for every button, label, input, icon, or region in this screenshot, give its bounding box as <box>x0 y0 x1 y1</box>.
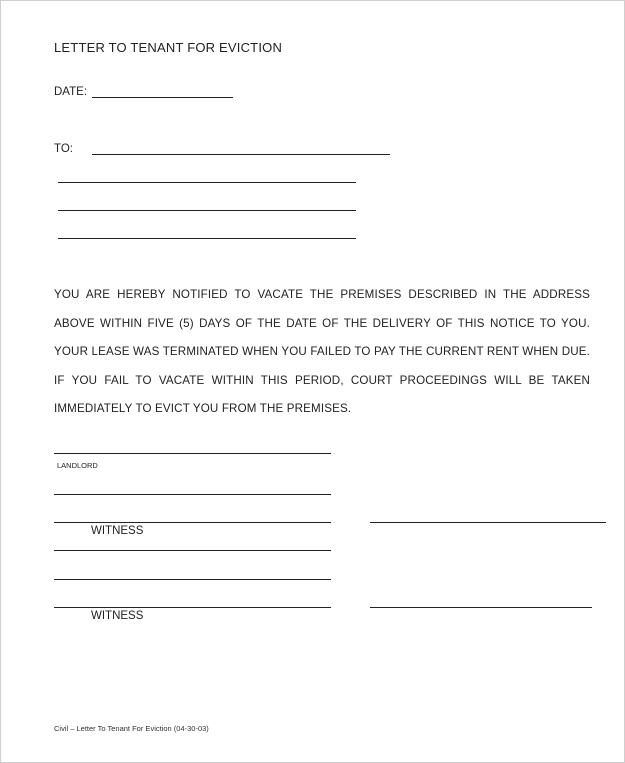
witness-2-right-line <box>370 607 592 608</box>
date-label: DATE: <box>54 86 88 98</box>
witness-1-label: WITNESS <box>91 525 144 537</box>
to-label: TO: <box>54 143 73 155</box>
form-footer: Civil – Letter To Tenant For Eviction (04-30-03) <box>54 724 209 733</box>
notice-body-paragraph: YOU ARE HEREBY NOTIFIED TO VACATE THE PREMISES DESCRIBED IN THE ADDRESS ABOVE WITHIN FIVE (5) DAYS OF THE DATE OF THE DELIVERY OF THIS NOTICE TO YOU. YOUR LEASE WAS TERMINATED WHEN YOU FAILED TO PAY THE CURRENT RENT WHEN DUE. IF YOU FAIL TO VACATE WITHIN THIS PERIOD, COURT PROCEEDINGS WILL BE TAKEN IMMEDIATELY TO EVICT YOU FROM THE PREMISES. <box>54 288 590 415</box>
to-blank-line <box>92 154 390 155</box>
document-title: LETTER TO TENANT FOR EVICTION <box>54 40 283 55</box>
address-blank-line-3 <box>58 238 356 239</box>
witness-2-label: WITNESS <box>91 610 144 622</box>
witness-1-line-c <box>54 550 331 551</box>
witness-2-line-a <box>54 579 331 580</box>
witness-1-right-line <box>370 522 606 523</box>
address-blank-line-1 <box>58 182 356 183</box>
date-blank-line <box>92 97 233 98</box>
witness-1-line-a <box>54 494 331 495</box>
landlord-signature-line <box>54 453 331 454</box>
landlord-label: LANDLORD <box>57 461 98 470</box>
address-blank-line-2 <box>58 210 356 211</box>
witness-2-line-b <box>54 607 331 608</box>
witness-1-line-b <box>54 522 331 523</box>
